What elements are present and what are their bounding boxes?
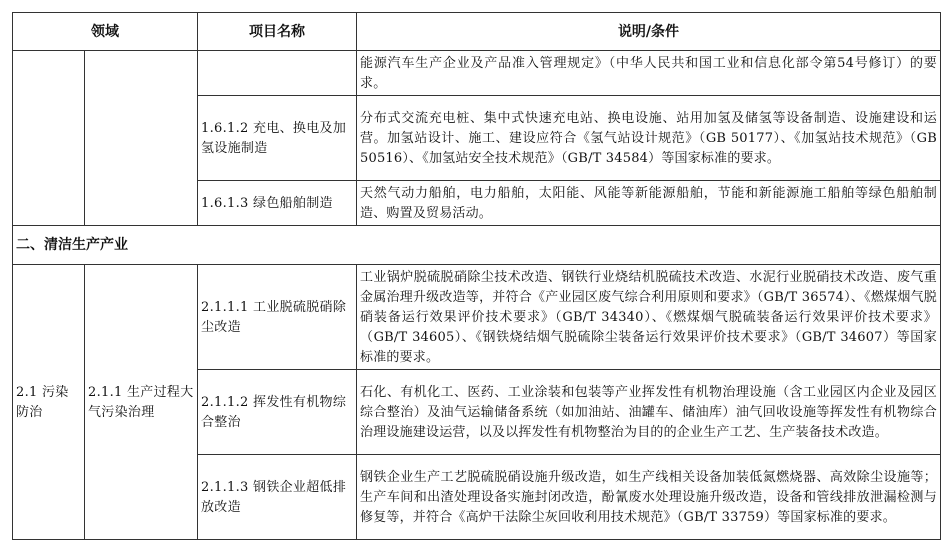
header-domain: 领域 bbox=[13, 13, 198, 51]
table-row bbox=[13, 51, 941, 96]
header-project-name: 项目名称 bbox=[198, 13, 357, 51]
description-cell: 天然气动力船舶，电力船舶，太阳能、风能等新能源船舶，节能和新能源施工船舶等绿色船舶制造、购置及贸易活动。 bbox=[357, 181, 941, 226]
project-name-cell: 1.6.1.2 充电、换电及加氢设施制造 bbox=[198, 96, 357, 181]
level3-category: 2.1.1 生产过程大气污染治理 bbox=[85, 265, 198, 540]
project-name-cell: 1.6.1.3 绿色船舶制造 bbox=[198, 181, 357, 226]
standards-table bbox=[12, 12, 941, 540]
table-row bbox=[13, 265, 941, 370]
project-name-cell bbox=[198, 51, 357, 96]
header-description: 说明/条件 bbox=[357, 13, 941, 51]
level3-cell-empty bbox=[85, 51, 198, 226]
project-name-cell: 2.1.1.2 挥发性有机物综合整治 bbox=[198, 370, 357, 455]
description-cell: 石化、有机化工、医药、工业涂装和包装等产业挥发性有机物治理设施（含工业园区内企业及园区综合整治）及油气运输储备系统（如加油站、油罐车、储油库）油气回收设施等挥发性有机物综合治理设施建设运营，以及以挥发性有机物整治为目的的企业生产工艺、生产装备技术改造。 bbox=[357, 370, 941, 455]
description-cell: 能源汽车生产企业及产品准入管理规定》（中华人民共和国工业和信息化部令第54号修订）的要求。 bbox=[357, 51, 941, 96]
section-title: 二、清洁生产产业 bbox=[13, 226, 941, 265]
section-title-row bbox=[13, 226, 941, 265]
level2-cell-empty bbox=[13, 51, 85, 226]
level2-category: 2.1 污染防治 bbox=[13, 265, 85, 540]
table-header-row bbox=[13, 13, 941, 51]
project-name-cell: 2.1.1.3 钢铁企业超低排放改造 bbox=[198, 455, 357, 540]
description-cell: 钢铁企业生产工艺脱硫脱硝设施升级改造，如生产线相关设备加装低氮燃烧器、高效除尘设施等；生产车间和出渣处理设备实施封闭改造，酚氰废水处理设施升级改造，设备和管线排放泄漏检测与修复等，并符合《高炉干法除尘灰回收利用技术规范》（GB/T 33759）等国家标准的要求。 bbox=[357, 455, 941, 540]
description-cell: 分布式交流充电桩、集中式快速充电站、换电设施、站用加氢及储氢等设备制造、设施建设和运营。加氢站设计、施工、建设应符合《氢气站设计规范》（GB 50177）、《加氢站技术规范》（GB 50516）、《加氢站安全技术规范》（GB/T 34584）等国家标准的要求。 bbox=[357, 96, 941, 181]
project-name-cell: 2.1.1.1 工业脱硫脱硝除尘改造 bbox=[198, 265, 357, 370]
description-cell: 工业锅炉脱硫脱硝除尘技术改造、钢铁行业烧结机脱硫技术改造、水泥行业脱硝技术改造、废气重金属治理升级改造等，并符合《产业园区废气综合利用原则和要求》（GB/T 36574）、《燃煤烟气脱硝装备运行效果评价技术要求》（GB/T 34340）、《燃煤烟气脱硫装备运行效果评价技术要求》（GB/T 34605）、《钢铁烧结烟气脱硫除尘装备运行效果评价技术要求》（GB/T 34607）等国家标准的要求。 bbox=[357, 265, 941, 370]
